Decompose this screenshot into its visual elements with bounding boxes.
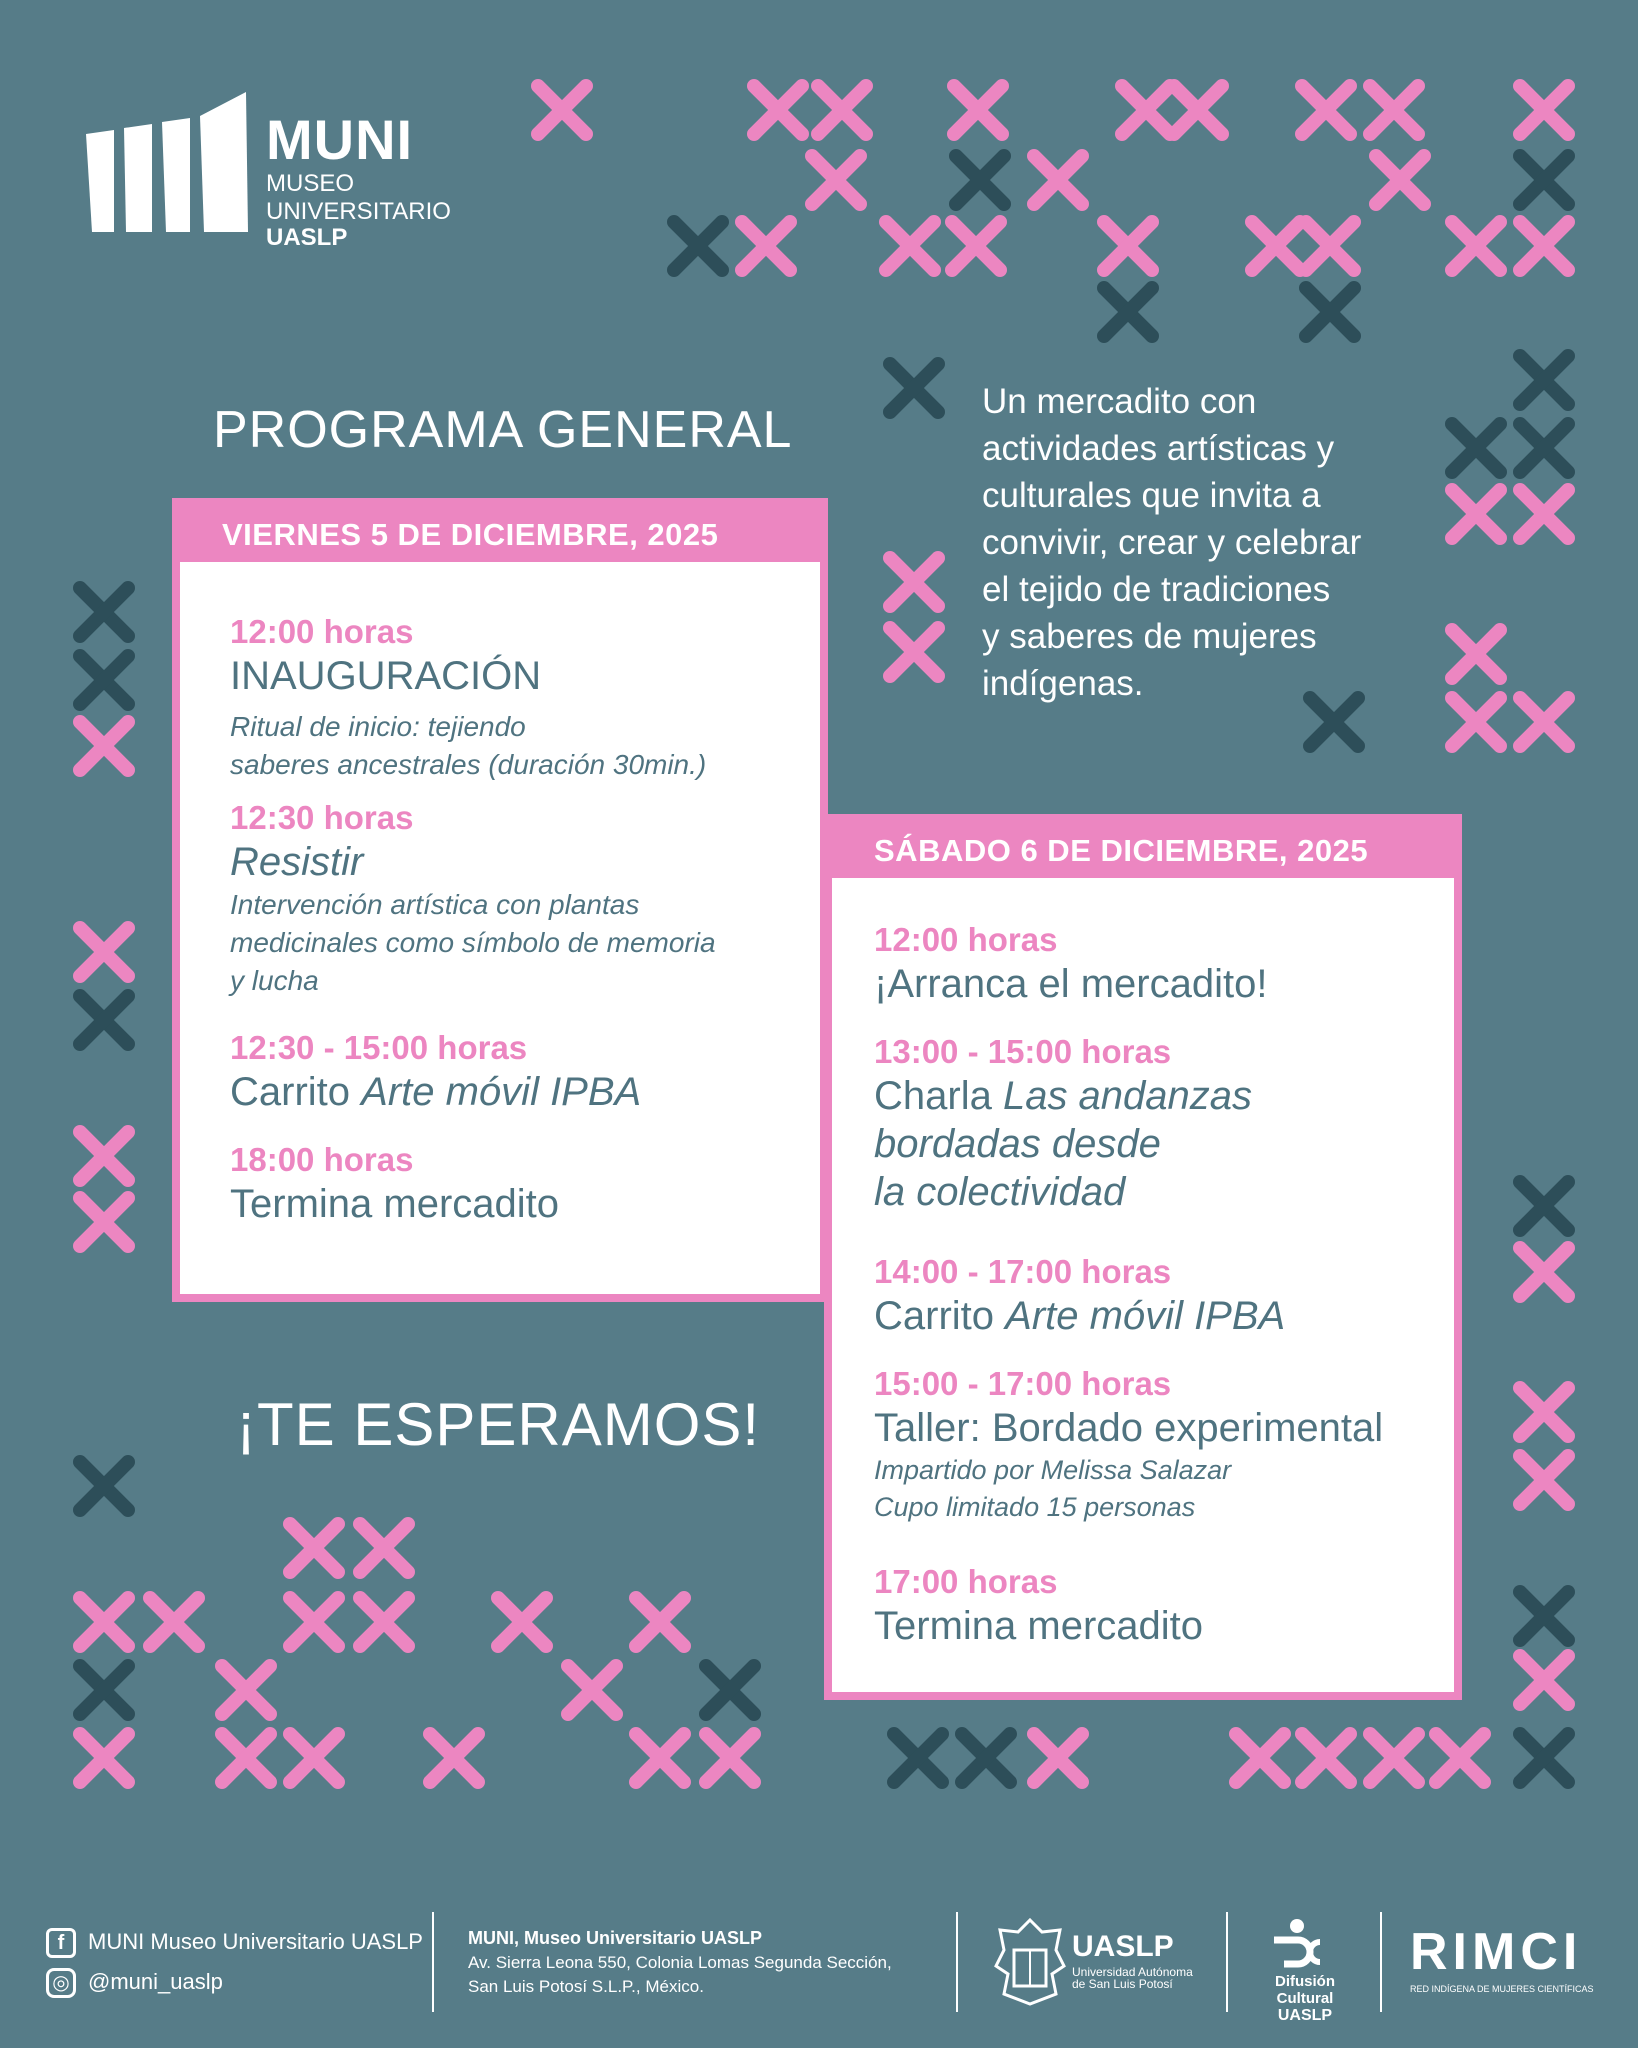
event-desc: saberes ancestrales (duración 30min.) <box>230 749 707 780</box>
event-title <box>230 1068 800 1116</box>
instagram-link[interactable] <box>46 1968 223 1998</box>
facebook-label: MUNI Museo Universitario UASLP <box>88 1928 423 1954</box>
cross-stitch-mark <box>1370 86 1418 134</box>
cross-stitch-mark <box>1520 356 1568 404</box>
cross-stitch-mark <box>80 1132 128 1180</box>
event-desc: medicinales como símbolo de memoria <box>230 927 716 958</box>
event-desc: Cupo limitado 15 personas <box>874 1492 1196 1522</box>
event-title-a: Carrito <box>230 1070 362 1114</box>
address-block <box>468 1926 892 1999</box>
cross-stitch-mark <box>1520 1456 1568 1504</box>
instagram-label: @muni_uaslp <box>88 1968 223 1994</box>
uaslp-name: UASLP <box>1072 1930 1174 1963</box>
logo-wordmark <box>266 108 451 251</box>
event-item <box>874 1032 1434 1216</box>
cross-stitch-mark <box>1520 1592 1568 1640</box>
event-time: 14:00 - 17:00 horas <box>874 1253 1172 1290</box>
facebook-link[interactable] <box>46 1928 423 1958</box>
cross-stitch-mark <box>1520 86 1568 134</box>
cross-stitch-mark <box>742 222 790 270</box>
friday-header: VIERNES 5 DE DICIEMBRE, 2025 <box>180 506 820 562</box>
saturday-schedule-card <box>824 814 1462 1700</box>
uaslp-shield-icon <box>990 1916 1070 2008</box>
event-time: 17:00 horas <box>874 1563 1058 1600</box>
cross-stitch-mark <box>80 1462 128 1510</box>
cross-stitch-mark <box>954 86 1002 134</box>
event-item <box>874 1252 1434 1340</box>
cross-stitch-mark <box>1520 490 1568 538</box>
page-title: PROGRAMA GENERAL <box>213 401 793 459</box>
cross-stitch-mark <box>886 222 934 270</box>
event-title-a: Carrito <box>874 1294 1006 1338</box>
cross-stitch-mark <box>222 1734 270 1782</box>
intro-line: indígenas. <box>982 664 1144 703</box>
cross-stitch-mark <box>538 86 586 134</box>
event-title: Taller: Bordado experimental <box>874 1406 1384 1450</box>
cross-stitch-mark <box>1452 222 1500 270</box>
uaslp-sub: de San Luis Potosí <box>1072 1977 1173 1991</box>
cross-stitch-mark <box>1104 222 1152 270</box>
cross-stitch-mark <box>1236 1734 1284 1782</box>
cross-stitch-mark <box>1122 86 1170 134</box>
cross-stitch-mark <box>1520 1734 1568 1782</box>
cross-stitch-mark <box>1252 222 1300 270</box>
difusion-line1: Difusión Cultural <box>1275 1973 1335 2007</box>
event-time: 18:00 horas <box>230 1141 414 1178</box>
cross-stitch-mark <box>818 86 866 134</box>
event-title: INAUGURACIÓN <box>230 654 542 698</box>
cross-stitch-mark <box>1034 1734 1082 1782</box>
event-time: 12:30 - 15:00 horas <box>230 1029 528 1066</box>
event-desc: Ritual de inicio: tejiendo <box>230 711 526 742</box>
cross-stitch-mark <box>1306 288 1354 336</box>
event-item <box>230 612 800 784</box>
cross-stitch-mark <box>498 1598 546 1646</box>
cross-stitch-mark <box>636 1598 684 1646</box>
cross-stitch-mark <box>80 588 128 636</box>
cross-stitch-mark <box>952 222 1000 270</box>
footer-divider <box>1226 1912 1228 2012</box>
muni-logo <box>86 92 256 232</box>
logo-line2: UNIVERSITARIO <box>266 198 451 225</box>
event-title-line <box>874 1120 1434 1168</box>
friday-schedule-card <box>172 498 828 1302</box>
intro-text <box>982 378 1442 707</box>
cross-stitch-mark <box>636 1734 684 1782</box>
cta-heading: ¡TE ESPERAMOS! <box>236 1391 761 1458</box>
cross-stitch-mark <box>360 1598 408 1646</box>
event-time: 12:00 horas <box>230 613 414 650</box>
cross-stitch-mark <box>1302 1734 1350 1782</box>
cross-stitch-mark <box>80 1198 128 1246</box>
cross-stitch-mark <box>290 1598 338 1646</box>
event-title: Termina mercadito <box>874 1604 1204 1648</box>
event-title-b: Las andanzas <box>1002 1074 1253 1118</box>
cross-stitch-mark <box>430 1734 478 1782</box>
cross-stitch-mark <box>222 1666 270 1714</box>
cross-stitch-mark <box>706 1734 754 1782</box>
cross-stitch-mark <box>1520 1656 1568 1704</box>
cross-stitch-mark <box>80 1598 128 1646</box>
cross-stitch-mark <box>1174 86 1222 134</box>
cross-stitch-mark <box>812 156 860 204</box>
cross-stitch-mark <box>290 1734 338 1782</box>
logo-name: MUNI <box>266 108 414 171</box>
cross-stitch-mark <box>80 1666 128 1714</box>
difusion-line2: UASLP <box>1277 2007 1333 2024</box>
event-desc: Impartido por Melissa Salazar <box>874 1455 1232 1485</box>
intro-line: convivir, crear y celebrar <box>982 523 1362 562</box>
cross-stitch-mark <box>1520 1248 1568 1296</box>
footer-divider <box>432 1912 434 2012</box>
event-title: Resistir <box>230 840 364 884</box>
cross-stitch-mark <box>674 222 722 270</box>
cross-stitch-mark <box>890 558 938 606</box>
cross-stitch-mark <box>956 156 1004 204</box>
event-time: 12:30 horas <box>230 799 414 836</box>
event-time: 12:00 horas <box>874 921 1058 958</box>
facebook-icon: f <box>46 1928 76 1958</box>
cross-stitch-mark <box>80 1734 128 1782</box>
cross-stitch-mark <box>1370 1734 1418 1782</box>
event-title-d: la colectividad <box>874 1170 1126 1214</box>
cross-stitch-mark <box>150 1598 198 1646</box>
event-item <box>874 920 1434 1008</box>
event-title-b: Arte móvil IPBA <box>361 1070 642 1114</box>
cross-stitch-mark <box>962 1734 1010 1782</box>
cross-stitch-mark <box>1520 1182 1568 1230</box>
event-title: Termina mercadito <box>230 1182 560 1226</box>
cross-stitch-mark <box>80 996 128 1044</box>
intro-line: el tejido de tradiciones <box>982 570 1331 609</box>
difusion-cultural-label <box>1250 1974 1360 2025</box>
intro-line: actividades artísticas y <box>982 429 1335 468</box>
rimci-logo <box>1410 1923 1594 1994</box>
cross-stitch-mark <box>1104 288 1152 336</box>
cross-stitch-mark <box>1034 156 1082 204</box>
rimci-name: RIMCI <box>1410 1923 1583 1981</box>
cross-stitch-mark <box>1452 424 1500 472</box>
cross-stitch-mark <box>754 86 802 134</box>
cross-stitch-mark <box>1302 86 1350 134</box>
event-title-c: bordadas desde <box>874 1122 1161 1166</box>
cross-stitch-mark <box>894 1734 942 1782</box>
address-line: Av. Sierra Leona 550, Colonia Lomas Segunda Sección, <box>468 1953 892 1972</box>
event-item <box>874 1562 1434 1650</box>
cross-stitch-mark <box>80 722 128 770</box>
intro-line: culturales que invita a <box>982 476 1321 515</box>
event-time: 15:00 - 17:00 horas <box>874 1365 1172 1402</box>
event-item <box>230 1028 800 1116</box>
uaslp-logo <box>1072 1932 1193 1990</box>
cross-stitch-mark <box>890 364 938 412</box>
cross-stitch-mark <box>290 1524 338 1572</box>
cross-stitch-mark <box>706 1666 754 1714</box>
cross-stitch-mark <box>1452 698 1500 746</box>
event-title-a: Charla <box>874 1074 1003 1118</box>
address-title: MUNI, Museo Universitario UASLP <box>468 1928 763 1948</box>
cross-stitch-mark <box>80 928 128 976</box>
footer-divider <box>956 1912 958 2012</box>
cross-stitch-mark <box>1520 424 1568 472</box>
event-item <box>230 1140 800 1228</box>
logo-line3: UASLP <box>266 224 348 251</box>
cross-stitch-mark <box>890 628 938 676</box>
cross-stitch-mark <box>1452 630 1500 678</box>
event-title <box>874 1292 1434 1340</box>
logo-line1: MUSEO <box>266 170 355 197</box>
cross-stitch-mark <box>568 1666 616 1714</box>
event-desc: Intervención artística con plantas <box>230 889 640 920</box>
cross-stitch-mark <box>1520 156 1568 204</box>
event-desc: y lucha <box>230 965 319 996</box>
instagram-icon: ◎ <box>46 1968 76 1998</box>
cross-stitch-mark <box>1520 698 1568 746</box>
event-title: ¡Arranca el mercadito! <box>874 962 1268 1006</box>
cross-stitch-mark <box>1452 490 1500 538</box>
rimci-sub: RED INDÍGENA DE MUJERES CIENTÍFICAS <box>1410 1984 1594 1994</box>
intro-line: y saberes de mujeres <box>982 617 1317 656</box>
event-item <box>230 798 800 1000</box>
event-item <box>874 1364 1434 1526</box>
event-title-line <box>874 1168 1434 1216</box>
cross-stitch-mark <box>1520 1388 1568 1436</box>
event-title-b: Arte móvil IPBA <box>1005 1294 1286 1338</box>
difusion-cultural-icon <box>1268 1916 1326 1974</box>
cross-stitch-mark <box>360 1524 408 1572</box>
cross-stitch-mark <box>1436 1734 1484 1782</box>
intro-line: Un mercadito con <box>982 382 1257 421</box>
cross-stitch-mark <box>80 656 128 704</box>
event-title <box>874 1072 1434 1120</box>
cross-stitch-mark <box>1520 222 1568 270</box>
cross-stitch-mark <box>1306 222 1354 270</box>
footer-divider <box>1380 1912 1382 2012</box>
saturday-header: SÁBADO 6 DE DICIEMBRE, 2025 <box>832 822 1454 878</box>
address-line: San Luis Potosí S.L.P., México. <box>468 1977 704 1996</box>
cross-stitch-mark <box>1376 156 1424 204</box>
uaslp-sub: Universidad Autónoma <box>1072 1965 1193 1979</box>
event-time: 13:00 - 15:00 horas <box>874 1033 1172 1070</box>
